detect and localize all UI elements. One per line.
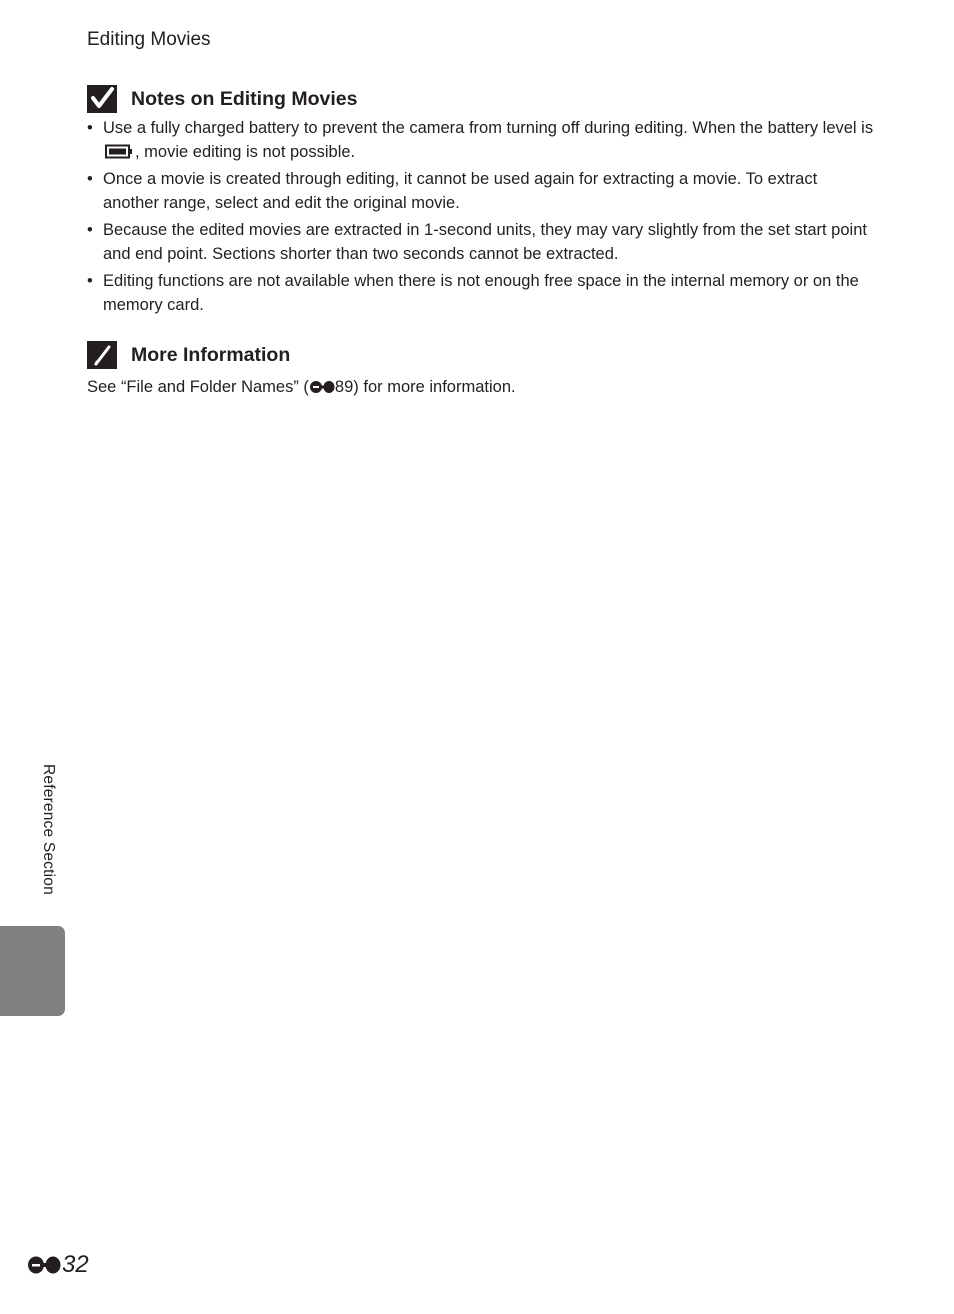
more-info-text — [87, 376, 877, 400]
reference-section-icon — [309, 380, 335, 394]
notes-list — [87, 117, 877, 317]
more-info-heading-text: More Information — [131, 344, 291, 366]
notes-heading-text: Notes on Editing Movies — [131, 88, 358, 110]
notes-heading — [87, 84, 877, 114]
side-section-tab — [0, 926, 65, 1016]
running-head: Editing Movies — [87, 29, 211, 50]
reference-section-icon — [27, 1255, 61, 1275]
list-item: • Because the edited movies are extracted in 1-second units, they may vary slightly from the set start point and end point. Sections shorter than two seconds cannot be extracted. — [87, 219, 877, 266]
list-item-text: , movie editing is not possible. — [135, 142, 356, 161]
more-info-text-after: ) for more information. — [353, 378, 516, 396]
notes-section — [87, 84, 877, 321]
page-number-text: 32 — [62, 1251, 89, 1278]
side-section-label: Reference Section — [40, 764, 57, 895]
list-item-text: Use a fully charged battery to prevent the camera from turning off during editing. When the battery level is — [103, 119, 874, 137]
more-info-section — [87, 340, 877, 400]
list-item: • Once a movie is created through editing, it cannot be used again for extracting a movie. To extract another range, select and edit the original movie. — [87, 168, 877, 215]
more-info-text-before: See “File and Folder Names” ( — [87, 378, 309, 396]
check-mark-icon — [87, 85, 117, 113]
pencil-icon — [87, 341, 117, 369]
page-number — [27, 1250, 89, 1280]
more-info-heading — [87, 340, 877, 370]
battery-low-icon — [105, 144, 133, 159]
list-item — [87, 117, 877, 164]
list-item: • Editing functions are not available when there is not enough free space in the internal memory or on the memory card. — [87, 270, 877, 317]
more-info-ref-page[interactable]: 89 — [334, 378, 354, 396]
